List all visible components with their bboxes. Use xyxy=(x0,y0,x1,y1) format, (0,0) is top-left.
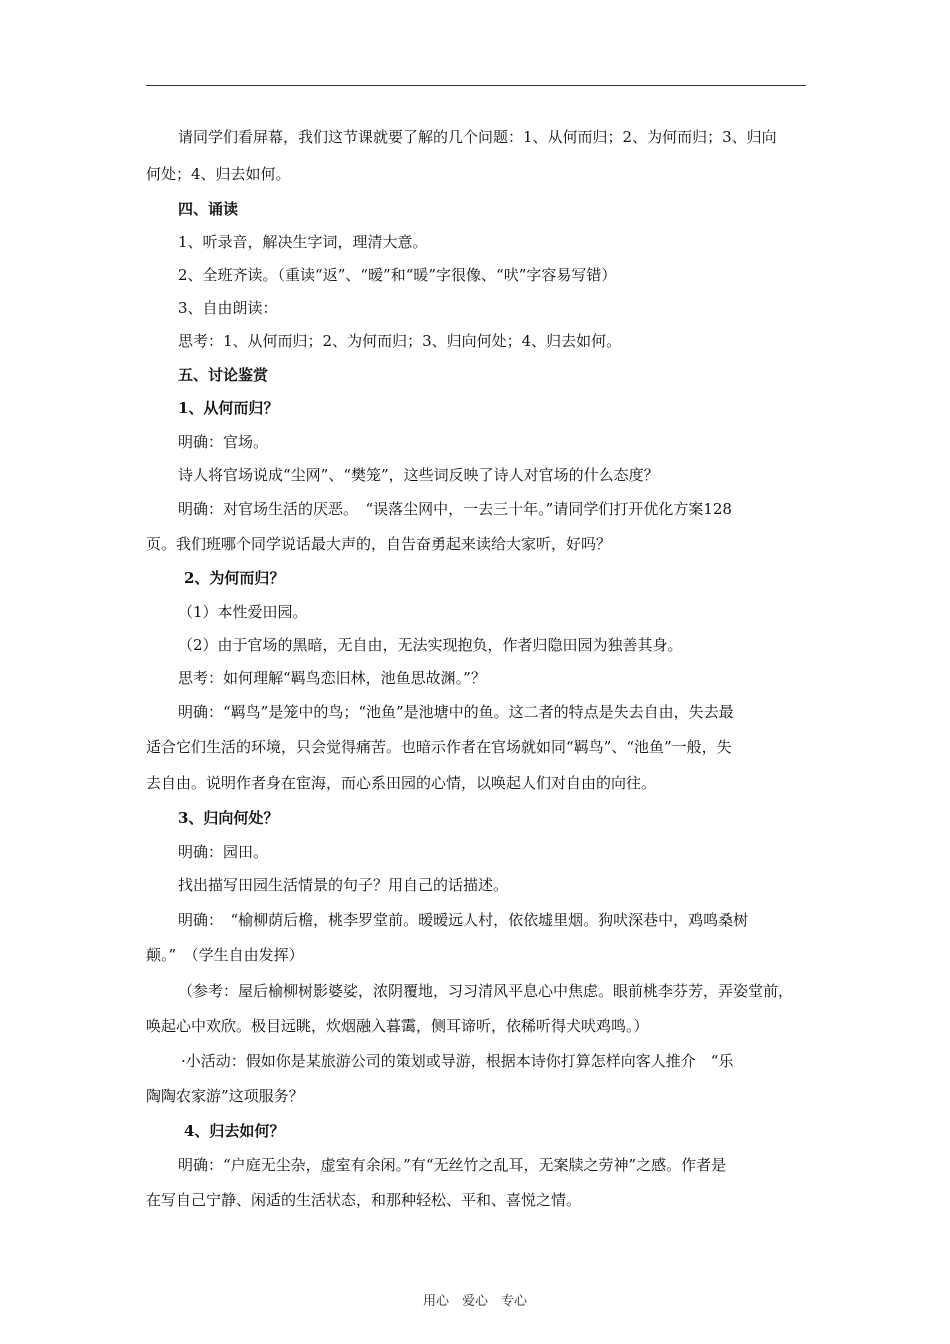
subheading-3: 3、归向何处？ xyxy=(178,809,279,827)
body-line-2: 何处；4、归去如何。 xyxy=(146,165,291,183)
body-line-16: （2）由于官场的黑暗，无自由，无法实现抱负，作者归隐田园为独善其身。 xyxy=(178,636,683,654)
section-heading-recite: 四、诵读 xyxy=(178,200,239,218)
body-line-4: 1、听录音，解决生字词，理清大意。 xyxy=(178,233,428,251)
body-line-7: 思考：1、从何而归；2、为何而归；3、归向何处；4、归去如何。 xyxy=(178,332,622,350)
body-line-15: （1）本性爱田园。 xyxy=(178,603,308,621)
body-line-17: 思考：如何理解“羁鸟恋旧林，池鱼思故渊。”？ xyxy=(178,669,486,687)
body-line-6: 3、自由朗读： xyxy=(178,299,278,317)
body-line-25: 颠。” （学生自由发挥） xyxy=(146,946,304,964)
header-rule xyxy=(146,85,806,86)
body-line-31: 明确：“户庭无尘杂，虚室有余闲。”有“无丝竹之乱耳，无案牍之劳神”之感。作者是 xyxy=(178,1156,727,1174)
body-line-24: 明确： “榆柳荫后檐，桃李罗堂前。暧暧远人村，依依墟里烟。狗吠深巷中，鸡鸣桑树 xyxy=(178,911,749,929)
body-line-20: 去自由。说明作者身在宦海，而心系田园的心情，以唤起人们对自由的向往。 xyxy=(146,774,657,792)
body-line-29: 陶陶农家游”这项服务？ xyxy=(146,1087,304,1105)
page-footer: 用心 爱心 专心 xyxy=(422,1294,527,1309)
body-line-26: （参考：屋后榆柳树影婆娑，浓阴覆地，习习清风平息心中焦虑。眼前桃李芬芳，弄姿堂前， xyxy=(178,982,794,1000)
body-line-28: ·小活动：假如你是某旅游公司的策划或导游，根据本诗你打算怎样向客人推介 “乐 xyxy=(181,1052,734,1070)
body-line-19: 适合它们生活的环境，只会觉得痛苦。也暗示作者在官场就如同“羁鸟”、“池鱼”一般，失 xyxy=(146,738,732,756)
body-line-12: 明确：对官场生活的厌恶。 “误落尘网中，一去三十年。”请同学们打开优化方案128 xyxy=(178,500,732,518)
section-heading-discussion: 五、讨论鉴赏 xyxy=(178,366,269,384)
body-line-13: 页。我们班哪个同学说话最大声的，自告奋勇起来读给大家听，好吗？ xyxy=(146,535,612,553)
body-line-10: 明确：官场。 xyxy=(178,433,269,451)
body-line-1: 请同学们看屏幕，我们这节课就要了解的几个问题：1、从何而归；2、为何而归；3、归向 xyxy=(178,128,777,146)
body-line-11: 诗人将官场说成“尘网”、“樊笼”，这些词反映了诗人对官场的什么态度？ xyxy=(178,466,659,484)
body-line-22: 明确：园田。 xyxy=(178,843,269,861)
body-line-18: 明确：“羁鸟”是笼中的鸟；“池鱼”是池塘中的鱼。这二者的特点是失去自由，失去最 xyxy=(178,703,734,721)
subheading-1: 1、从何而归？ xyxy=(178,399,279,417)
subheading-2: 2、为何而归？ xyxy=(184,569,285,587)
body-line-5: 2、全班齐读。（重读“返”、“暧”和“暖”字很像、“吠”字容易写错） xyxy=(178,266,617,284)
body-line-32: 在写自己宁静、闲适的生活状态，和那种轻松、平和、喜悦之情。 xyxy=(146,1191,582,1209)
body-line-27: 唤起心中欢欣。极目远眺，炊烟融入暮霭，侧耳谛听，依稀听得犬吠鸡鸣。） xyxy=(146,1017,649,1035)
subheading-4: 4、归去如何？ xyxy=(184,1122,285,1140)
body-line-23: 找出描写田园生活情景的句子？用自己的话描述。 xyxy=(178,876,509,894)
